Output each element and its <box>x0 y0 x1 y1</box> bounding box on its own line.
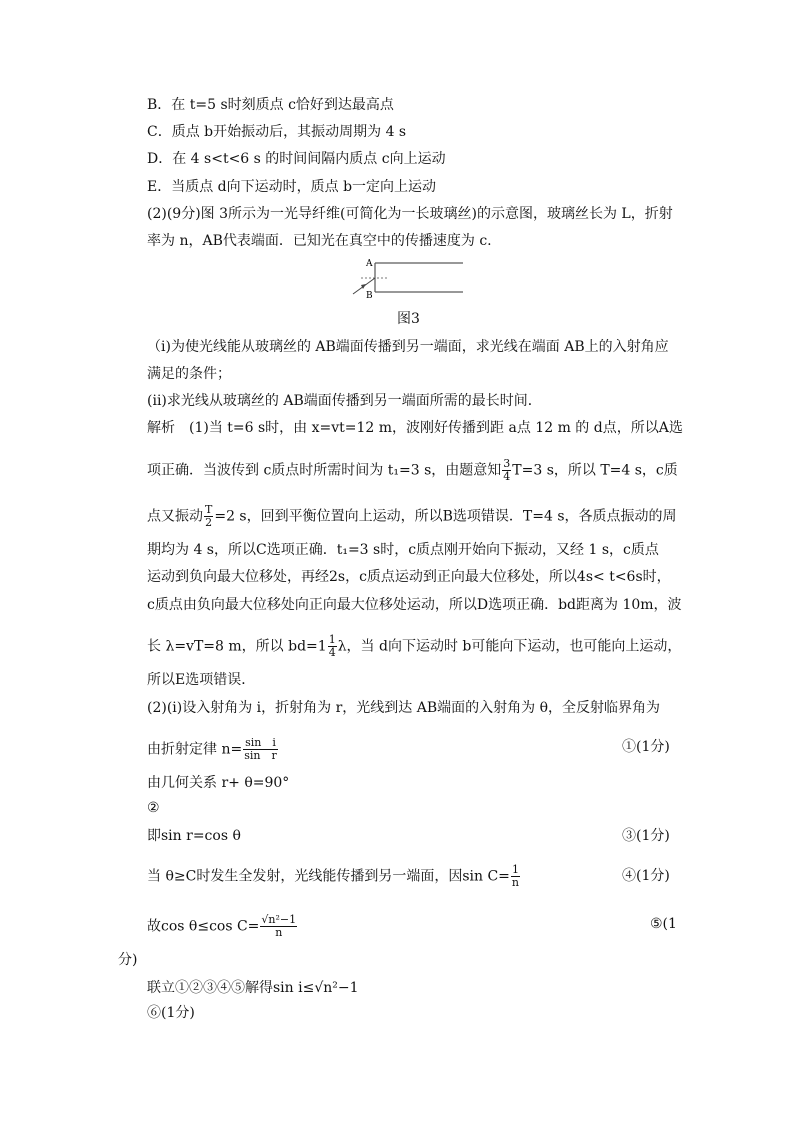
solution-line-2 <box>147 737 279 762</box>
option-c: C．质点 b开始振动后，其振动周期为 4 s <box>147 124 407 140</box>
option-d: D．在 4 s<t<6 s 的时间间隔内质点 c向上运动 <box>147 151 446 167</box>
frac-num: T <box>205 503 213 516</box>
solution-line-8: 分) <box>118 952 138 968</box>
solution-line-6 <box>147 864 521 889</box>
analysis-line-4: 期均为 4 s，所以C选项正确．t₁=3 s时，c质点刚开始向下振动，又经 1 s，c质点 <box>147 542 659 558</box>
frac-den: n <box>511 876 519 889</box>
analysis-line-3-a: 点又振动 <box>147 508 203 525</box>
fraction-sin-i-over-sin-r <box>243 737 278 762</box>
equation-mark-1: ①(1分) <box>622 739 670 755</box>
subquestion-ii: (ⅱ)求光线从玻璃丝的 AB端面传播到另一端面所需的最长时间． <box>147 393 542 409</box>
analysis-line-6: c质点由负向最大位移处向正向最大位移处运动，所以D选项正确．bd距离为 10m，波 <box>147 597 682 613</box>
fraction-one-over-n <box>511 864 520 889</box>
solution-line-5: 即sin r=cos θ <box>147 828 241 844</box>
solution-line-10: ⑥(1分) <box>147 1005 195 1021</box>
question-2-line-1: (2)(9分)图 3所示为一光导纤维(可简化为一长玻璃丝)的示意图，玻璃丝长为 L，折射 <box>147 206 673 222</box>
solution-line-9: 联立①②③④⑤解得sin i≤√n²−1 <box>147 980 359 996</box>
analysis-line-5: 运动到负向最大位移处，再经2s，c质点运动到正向最大位移处，所以4s< t<6s时， <box>147 569 671 585</box>
cos-inequality-text: 故cos θ≤cos C= <box>147 918 260 935</box>
solution-line-1: (2)(ⅰ)设入射角为 i，折射角为 r，光线到达 AB端面的入射角为 θ，全反射临界角为 <box>147 700 661 716</box>
analysis-line-3-b: =2 s，回到平衡位置向上运动，所以B选项错误．T=4 s，各质点振动的周 <box>214 508 677 525</box>
frac-den: sin r <box>244 749 277 762</box>
frac-den: 4 <box>503 470 511 483</box>
frac-num: sin i <box>245 736 276 749</box>
analysis-line-7-b: λ，当 d向下运动时 b可能向下运动，也可能向上运动， <box>337 638 682 655</box>
fraction-sqrt-over-n <box>260 914 297 939</box>
fraction-t-half <box>204 504 213 529</box>
subquestion-i-line-2: 满足的条件； <box>147 366 231 382</box>
analysis-line-7 <box>147 634 681 659</box>
critical-angle-text: 当 θ≥C时发生全发射，光线能传播到另一端面，因sin C= <box>147 868 510 885</box>
figure-caption: 图3 <box>397 311 420 327</box>
snell-law-prefix: 由折射定律 n= <box>147 741 243 758</box>
fraction-one-quarter <box>328 634 337 659</box>
equation-mark-5: ⑤(1 <box>650 916 677 932</box>
equation-mark-3: ③(1分) <box>622 828 670 844</box>
option-b: B．在 t=5 s时刻质点 c恰好到达最高点 <box>147 97 394 113</box>
solution-line-7 <box>147 914 298 939</box>
option-e: E．当质点 d向下运动时，质点 b一定向上运动 <box>147 179 437 195</box>
frac-den: n <box>275 926 283 939</box>
frac-den: 4 <box>328 646 336 659</box>
solution-line-4: ② <box>147 800 160 816</box>
equation-mark-4: ④(1分) <box>622 868 670 884</box>
frac-den: 2 <box>205 516 213 529</box>
frac-num: √n²−1 <box>261 913 297 926</box>
frac-num: 1 <box>511 863 519 876</box>
fiber-diagram <box>345 254 470 302</box>
label-b: B <box>366 291 373 301</box>
analysis-line-2-b: T=3 s，所以 T=4 s，c质 <box>512 462 678 479</box>
frac-num: 1 <box>328 633 336 646</box>
analysis-line-7-a: 长 λ=vT=8 m，所以 bd=1 <box>147 638 327 655</box>
fraction-three-quarters <box>502 458 511 483</box>
frac-num: 3 <box>503 457 511 470</box>
solution-line-3: 由几何关系 r+ θ=90° <box>147 775 290 791</box>
subquestion-i-line-1: （ⅰ)为使光线能从玻璃丝的 AB端面传播到另一端面，求光线在端面 AB上的入射角应 <box>147 339 669 355</box>
analysis-line-2 <box>147 458 678 483</box>
analysis-line-1: 解析 (1)当 t=6 s时，由 x=vt=12 m，波刚好传播到距 a点 12 m 的 d点，所以A选 <box>147 420 683 436</box>
label-a: A <box>366 259 373 269</box>
question-2-line-2: 率为 n，AB代表端面．已知光在真空中的传播速度为 c. <box>147 233 492 249</box>
analysis-line-8: 所以E选项错误． <box>147 672 256 688</box>
analysis-line-2-a: 项正确．当波传到 c质点时所需时间为 t₁=3 s，由题意知 <box>147 462 502 479</box>
analysis-line-3 <box>147 504 677 529</box>
